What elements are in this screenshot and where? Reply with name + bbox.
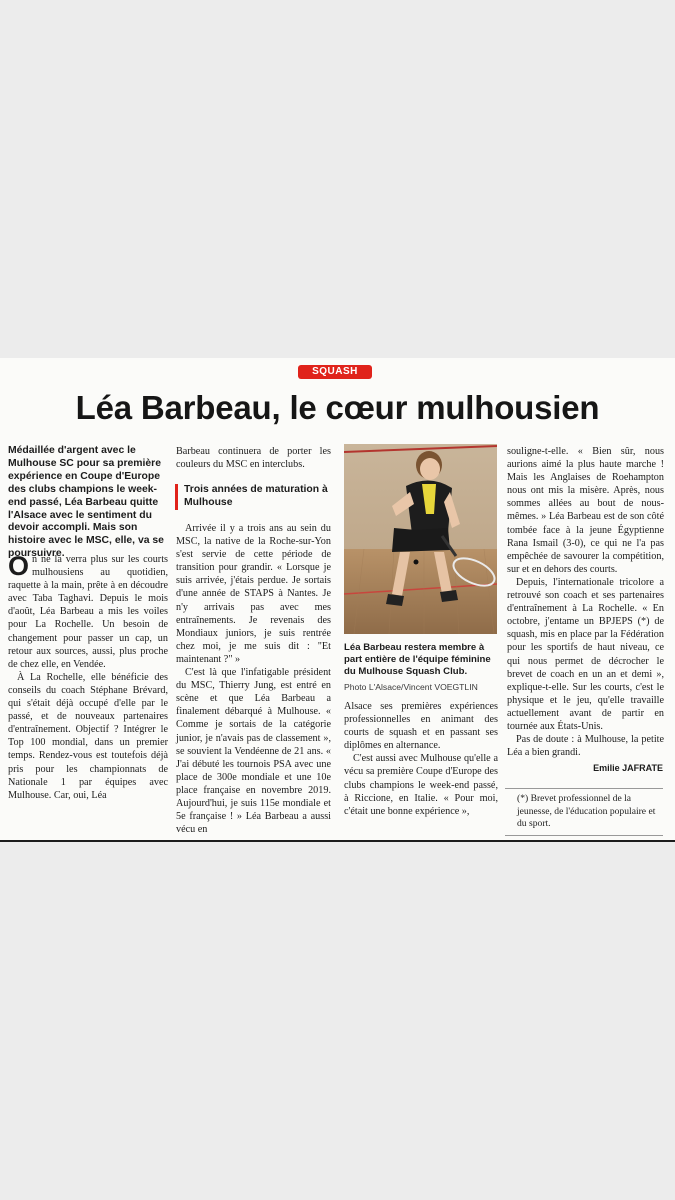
body-paragraph: Depuis, l'internationale tricolore a retrouvé son coach et ses partenaires d'entraînement à La Rochelle. « En octobre, j'entame un BPJEPS (*) de squash, mis en place par la Fédération pour les sportifs de haut niveau, ce qui nous permet de décrocher le brevet de coach en un an et demi », explique-t-elle. Sur les courts, c'est le physique et le jeu, qu'elle travaille actuellement avant de partir en tournée aux États-Unis. (507, 576, 664, 732)
column-2 (176, 522, 331, 836)
body-paragraph: souligne-t-elle. « Bien sûr, nous aurions aimé la plus haute marche ! Mais les Anglaises de Roehampton nous ont mis la misère. Après, nous sommes allées au bout de nous-mêmes. » Léa Barbeau est de son côté tombée face à la jeune Égyptienne Rana Ismail (3-0), ce qui ne l'a pas empêchée de savourer la compétition, sur et en dehors des courts. (507, 446, 664, 575)
footnote-box: (*) Brevet professionnel de la jeunesse, de l'éducation populaire et du sport. (505, 788, 663, 836)
column-1 (8, 553, 168, 802)
player-illustration (344, 444, 497, 634)
body-paragraph: C'est aussi avec Mulhouse qu'elle a vécu sa première Coupe d'Europe des clubs champions le week-end passé, à Riccione, en Italie. « Pour moi, c'était une bonne expérience », (344, 753, 498, 817)
author-signature: Emilie JAFRATE (593, 763, 663, 773)
body-paragraph: C'est là que l'infatigable président du MSC, Thierry Jung, est entré en scène et que Léa Barbeau a finalement débarqué à Mulhouse. « Comme je sortais de la catégorie junior, je n'avais pas de classement », se souvient la Vendéenne de 21 ans. « J'ai débuté les tournois PSA avec une place de 300e mondiale et une 10e place française en novembre 2019. Aujourd'hui, je suis 115e mondiale et 5e française ! » Léa Barbeau a aussi vécu en (176, 667, 331, 836)
photo-credit: Photo L'Alsace/Vincent VOEGTLIN (344, 682, 478, 692)
subheading: Trois années de maturation à Mulhouse (175, 484, 339, 510)
drop-cap: O (8, 551, 30, 581)
body-paragraph: Barbeau continuera de porter les couleurs du MSC en interclubs. (176, 446, 331, 471)
body-paragraph: Arrivée il y a trois ans au sein du MSC, la native de la Roche-sur-Yon s'est servie de cette période de transition pour grandir. « Lorsque je suis arrivée, j'étais perdue. Je sortais d'une année de STAPS à Nantes. Je n'y arrivais pas avec mes entraînements. Je revenais des Mondiaux juniors, je suis rentrée chez moi, je me suis dit : "Et maintenant ?" » (176, 523, 331, 665)
section-tag: SQUASH (298, 365, 372, 379)
photo-caption: Léa Barbeau restera membre à part entière de l'équipe féminine du Mulhouse Squash Club. (344, 642, 491, 678)
body-paragraph (8, 553, 168, 671)
newspaper-clipping (0, 358, 675, 842)
bottom-rule (0, 840, 675, 842)
paragraph-text: n ne la verra plus sur les courts mulhousiens au quotidien, raquette à la main, prête à en découdre avec Taba Taghavi. Depuis le mois d'août, Léa Barbeau a mis les voiles pour La Rochelle. Un besoin de changement pour passer un cap, un retour aux sources, aussi, plus proche de chez elle, en Vendée. (8, 554, 168, 670)
column-3 (344, 700, 498, 818)
column-4 (507, 445, 664, 759)
headline: Léa Barbeau, le cœur mulhousien (75, 389, 600, 426)
body-paragraph: Pas de doute : à Mulhouse, la petite Léa a bien grandi. (507, 734, 664, 759)
body-paragraph: À La Rochelle, elle bénéficie des conseils du coach Stéphane Brévard, qui s'était déjà occupé d'elle par le passé, et de nouveaux partenaires d'entraînement. Objectif ? Intégrer le Top 100 mondial, dans un premier temps. Rendez-vous est toutefois déjà pris pour les championnats de Nationale 1 par équipes avec Mulhouse. Car, oui, Léa (8, 671, 168, 801)
column-2-top (176, 445, 331, 471)
lead-paragraph: Médaillée d'argent avec le Mulhouse SC pour sa première expérience en Coupe d'Europe des clubs champions le week-end passé, Léa Barbeau quitte l'Alsace avec le sentiment du devoir accompli. Mais son histoire avec le MSC, elle, va se poursuivre. (8, 445, 164, 560)
body-paragraph: Alsace ses premières expériences professionnelles en animant des courts de squash et en passant ses diplômes en alternance. (344, 701, 498, 752)
photo-squash-player (344, 444, 497, 634)
